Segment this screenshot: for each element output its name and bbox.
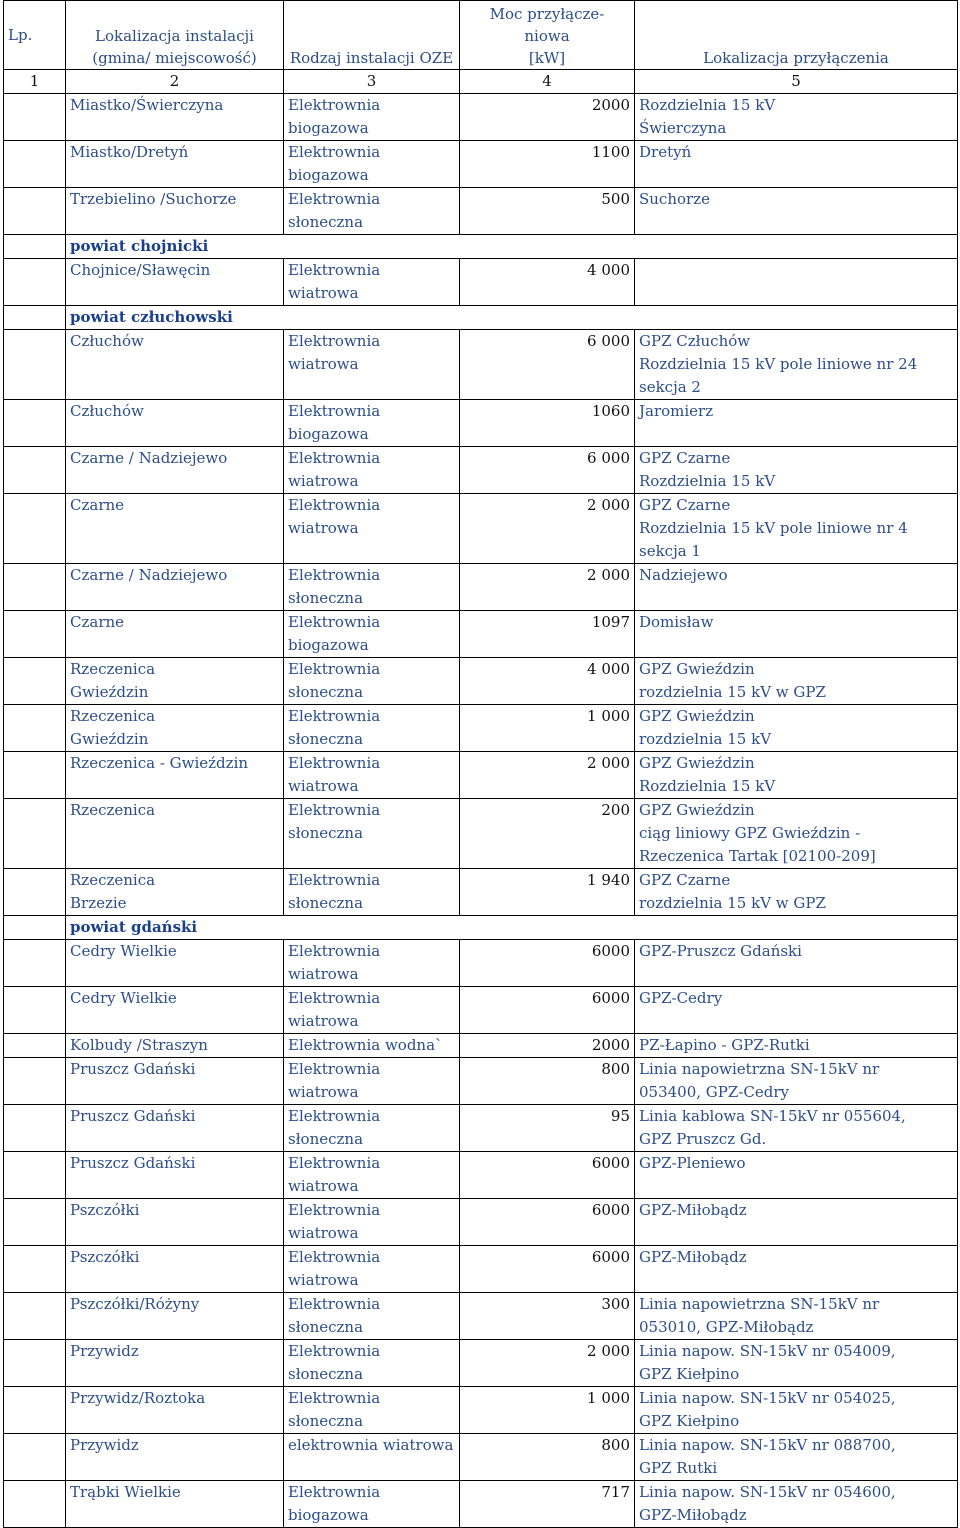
connection-cell: Linia napow. SN-15kV nr 054025, GPZ Kiełpino [635,1387,958,1434]
lp-cell [4,1481,66,1528]
lp-cell [4,564,66,611]
connection-cell: Domisław [635,611,958,658]
location-cell: Przywidz/Roztoka [66,1387,284,1434]
type-cell: Elektrownia wiatrowa [284,494,460,564]
location-cell: Miastko/Świerczyna [66,94,284,141]
table-row [4,987,958,1034]
type-cell: Elektrownia wiatrowa [284,940,460,987]
location-cell: Trąbki Wielkie [66,1481,284,1528]
power-cell: 800 [460,1058,635,1105]
connection-cell: GPZ-Miłobądz [635,1246,958,1293]
power-cell: 800 [460,1434,635,1481]
lp-cell [4,1105,66,1152]
table-row [4,799,958,869]
connection-cell: Linia napow. SN-15kV nr 054009, GPZ Kiełpino [635,1340,958,1387]
oze-installations-table [3,0,958,1528]
table-row [4,1340,958,1387]
location-cell: Rzeczenica [66,799,284,869]
power-cell: 1100 [460,141,635,188]
connection-cell: Linia napowietrzna SN-15kV nr 053400, GPZ-Cedry [635,1058,958,1105]
lp-cell [4,752,66,799]
location-cell: Pruszcz Gdański [66,1058,284,1105]
location-cell: Trzebielino /Suchorze [66,188,284,235]
lp-cell [4,987,66,1034]
section-row [4,916,958,940]
lp-cell [4,188,66,235]
power-cell: 2000 [460,94,635,141]
connection-cell: GPZ-Pruszcz Gdański [635,940,958,987]
table-row [4,330,958,400]
lp-cell [4,1152,66,1199]
power-cell: 1060 [460,400,635,447]
table-row [4,1434,958,1481]
lp-cell [4,330,66,400]
connection-cell: Jaromierz [635,400,958,447]
lp-cell [4,1387,66,1434]
lp-cell [4,94,66,141]
table-row [4,1105,958,1152]
location-cell: Pruszcz Gdański [66,1152,284,1199]
power-cell: 6000 [460,1199,635,1246]
lp-cell [4,494,66,564]
type-cell: Elektrownia biogazowa [284,611,460,658]
column-number: 2 [66,70,284,94]
location-cell: Pruszcz Gdański [66,1105,284,1152]
lp-cell [4,259,66,306]
power-cell: 6000 [460,1152,635,1199]
lp-cell [4,1034,66,1058]
type-cell: Elektrownia wiatrowa [284,1199,460,1246]
location-cell: Czarne / Nadziejewo [66,447,284,494]
type-cell: Elektrownia wiatrowa [284,987,460,1034]
connection-cell [635,259,958,306]
connection-cell: GPZ Gwieździn Rozdzielnia 15 kV [635,752,958,799]
lp-cell [4,1199,66,1246]
lp-cell [4,1246,66,1293]
location-cell: Człuchów [66,330,284,400]
lp-cell [4,1293,66,1340]
power-cell: 6000 [460,1246,635,1293]
section-label: powiat gdański [66,916,958,940]
location-cell: Czarne [66,494,284,564]
section-label: powiat człuchowski [66,306,958,330]
table-row [4,1152,958,1199]
connection-cell: GPZ-Miłobądz [635,1199,958,1246]
type-cell: Elektrownia słoneczna [284,1105,460,1152]
lp-cell [4,611,66,658]
type-cell: Elektrownia słoneczna [284,564,460,611]
connection-cell: Suchorze [635,188,958,235]
type-cell: Elektrownia wiatrowa [284,447,460,494]
lp-cell [4,916,66,940]
table-row [4,1058,958,1105]
table-row [4,1481,958,1528]
location-cell: Czarne / Nadziejewo [66,564,284,611]
type-cell: Elektrownia słoneczna [284,799,460,869]
column-number: 5 [635,70,958,94]
power-cell: 4 000 [460,259,635,306]
type-cell: Elektrownia słoneczna [284,188,460,235]
type-cell: Elektrownia słoneczna [284,869,460,916]
section-label: powiat chojnicki [66,235,958,259]
connection-cell: GPZ Czarne rozdzielnia 15 kV w GPZ [635,869,958,916]
connection-cell: GPZ Czarne Rozdzielnia 15 kV [635,447,958,494]
connection-cell: GPZ Czarne Rozdzielnia 15 kV pole liniowe nr 4 sekcja 1 [635,494,958,564]
power-cell: 500 [460,188,635,235]
location-cell: Rzeczenica Gwieździn [66,658,284,705]
table-row [4,705,958,752]
power-cell: 6 000 [460,330,635,400]
power-cell: 2 000 [460,752,635,799]
type-cell: Elektrownia wiatrowa [284,259,460,306]
type-cell: Elektrownia wiatrowa [284,1152,460,1199]
power-cell: 2000 [460,1034,635,1058]
connection-cell: Dretyń [635,141,958,188]
power-cell: 1 940 [460,869,635,916]
lp-cell [4,940,66,987]
header-row [4,1,958,70]
table-row [4,564,958,611]
connection-cell: Linia napowietrzna SN-15kV nr 053010, GPZ-Miłobądz [635,1293,958,1340]
location-cell: Pszczółki/Różyny [66,1293,284,1340]
connection-cell: GPZ-Pleniewo [635,1152,958,1199]
connection-cell: Linia napow. SN-15kV nr 054600, GPZ-Miłobądz [635,1481,958,1528]
power-cell: 1 000 [460,705,635,752]
lp-cell [4,869,66,916]
type-cell: Elektrownia wiatrowa [284,330,460,400]
location-cell: Rzeczenica - Gwieździn [66,752,284,799]
table-row [4,611,958,658]
power-cell: 1 000 [460,1387,635,1434]
location-cell: Przywidz [66,1434,284,1481]
connection-cell: GPZ Człuchów Rozdzielnia 15 kV pole liniowe nr 24 sekcja 2 [635,330,958,400]
power-cell: 1097 [460,611,635,658]
power-cell: 95 [460,1105,635,1152]
location-cell: Czarne [66,611,284,658]
lp-cell [4,1434,66,1481]
table-row [4,658,958,705]
type-cell: Elektrownia biogazowa [284,400,460,447]
location-cell: Człuchów [66,400,284,447]
connection-cell: GPZ Gwieździn ciąg liniowy GPZ Gwieździn - Rzeczenica Tartak [02100-209] [635,799,958,869]
column-number: 1 [4,70,66,94]
location-cell: Cedry Wielkie [66,987,284,1034]
power-cell: 4 000 [460,658,635,705]
connection-cell: Rozdzielnia 15 kV Świerczyna [635,94,958,141]
power-cell: 717 [460,1481,635,1528]
lp-cell [4,400,66,447]
lp-cell [4,141,66,188]
type-cell: Elektrownia słoneczna [284,705,460,752]
lp-cell [4,658,66,705]
header-connection: Lokalizacja przyłączenia [635,1,958,70]
power-cell: 2 000 [460,564,635,611]
type-cell: Elektrownia słoneczna [284,1340,460,1387]
power-cell: 6000 [460,940,635,987]
type-cell: Elektrownia wiatrowa [284,1058,460,1105]
table-row [4,869,958,916]
location-cell: Kolbudy /Straszyn [66,1034,284,1058]
location-cell: Przywidz [66,1340,284,1387]
column-number: 4 [460,70,635,94]
table-row [4,1293,958,1340]
column-number: 3 [284,70,460,94]
type-cell: Elektrownia biogazowa [284,141,460,188]
location-cell: Miastko/Dretyń [66,141,284,188]
lp-cell [4,705,66,752]
connection-cell: Linia kablowa SN-15kV nr 055604, GPZ Pruszcz Gd. [635,1105,958,1152]
connection-cell: Linia napow. SN-15kV nr 088700, GPZ Rutki [635,1434,958,1481]
lp-cell [4,1058,66,1105]
type-cell: Elektrownia biogazowa [284,1481,460,1528]
type-cell: Elektrownia słoneczna [284,1293,460,1340]
location-cell: Pszczółki [66,1246,284,1293]
table-row [4,259,958,306]
connection-cell: PZ-Łapino - GPZ-Rutki [635,1034,958,1058]
table-body [4,94,958,1528]
connection-cell: Nadziejewo [635,564,958,611]
section-row [4,306,958,330]
power-cell: 6000 [460,987,635,1034]
type-cell: Elektrownia słoneczna [284,658,460,705]
table-row [4,494,958,564]
connection-cell: GPZ Gwieździn rozdzielnia 15 kV [635,705,958,752]
lp-cell [4,799,66,869]
header-type: Rodzaj instalacji OZE [284,1,460,70]
table-row [4,447,958,494]
connection-cell: GPZ Gwieździn rozdzielnia 15 kV w GPZ [635,658,958,705]
location-cell: Pszczółki [66,1199,284,1246]
location-cell: Cedry Wielkie [66,940,284,987]
header-power: Moc przyłącze- niowa [kW] [460,1,635,70]
power-cell: 2 000 [460,1340,635,1387]
lp-cell [4,1340,66,1387]
lp-cell [4,235,66,259]
type-cell: Elektrownia wodna` [284,1034,460,1058]
table-row [4,400,958,447]
location-cell: Rzeczenica Brzezie [66,869,284,916]
header-location: Lokalizacja instalacji (gmina/ miejscowość) [66,1,284,70]
table-row [4,1199,958,1246]
table-row [4,1246,958,1293]
power-cell: 6 000 [460,447,635,494]
power-cell: 200 [460,799,635,869]
table-row [4,188,958,235]
location-cell: Chojnice/Sławęcin [66,259,284,306]
type-cell: Elektrownia wiatrowa [284,752,460,799]
location-cell: Rzeczenica Gwieździn [66,705,284,752]
type-cell: Elektrownia słoneczna [284,1387,460,1434]
table-row [4,1034,958,1058]
table-row [4,1387,958,1434]
type-cell: elektrownia wiatrowa [284,1434,460,1481]
table-row [4,141,958,188]
section-row [4,235,958,259]
power-cell: 2 000 [460,494,635,564]
type-cell: Elektrownia wiatrowa [284,1246,460,1293]
column-number-row [4,70,958,94]
connection-cell: GPZ-Cedry [635,987,958,1034]
header-lp: Lp. [4,1,66,70]
lp-cell [4,306,66,330]
table-row [4,94,958,141]
table-row [4,940,958,987]
power-cell: 300 [460,1293,635,1340]
lp-cell [4,447,66,494]
type-cell: Elektrownia biogazowa [284,94,460,141]
table-row [4,752,958,799]
